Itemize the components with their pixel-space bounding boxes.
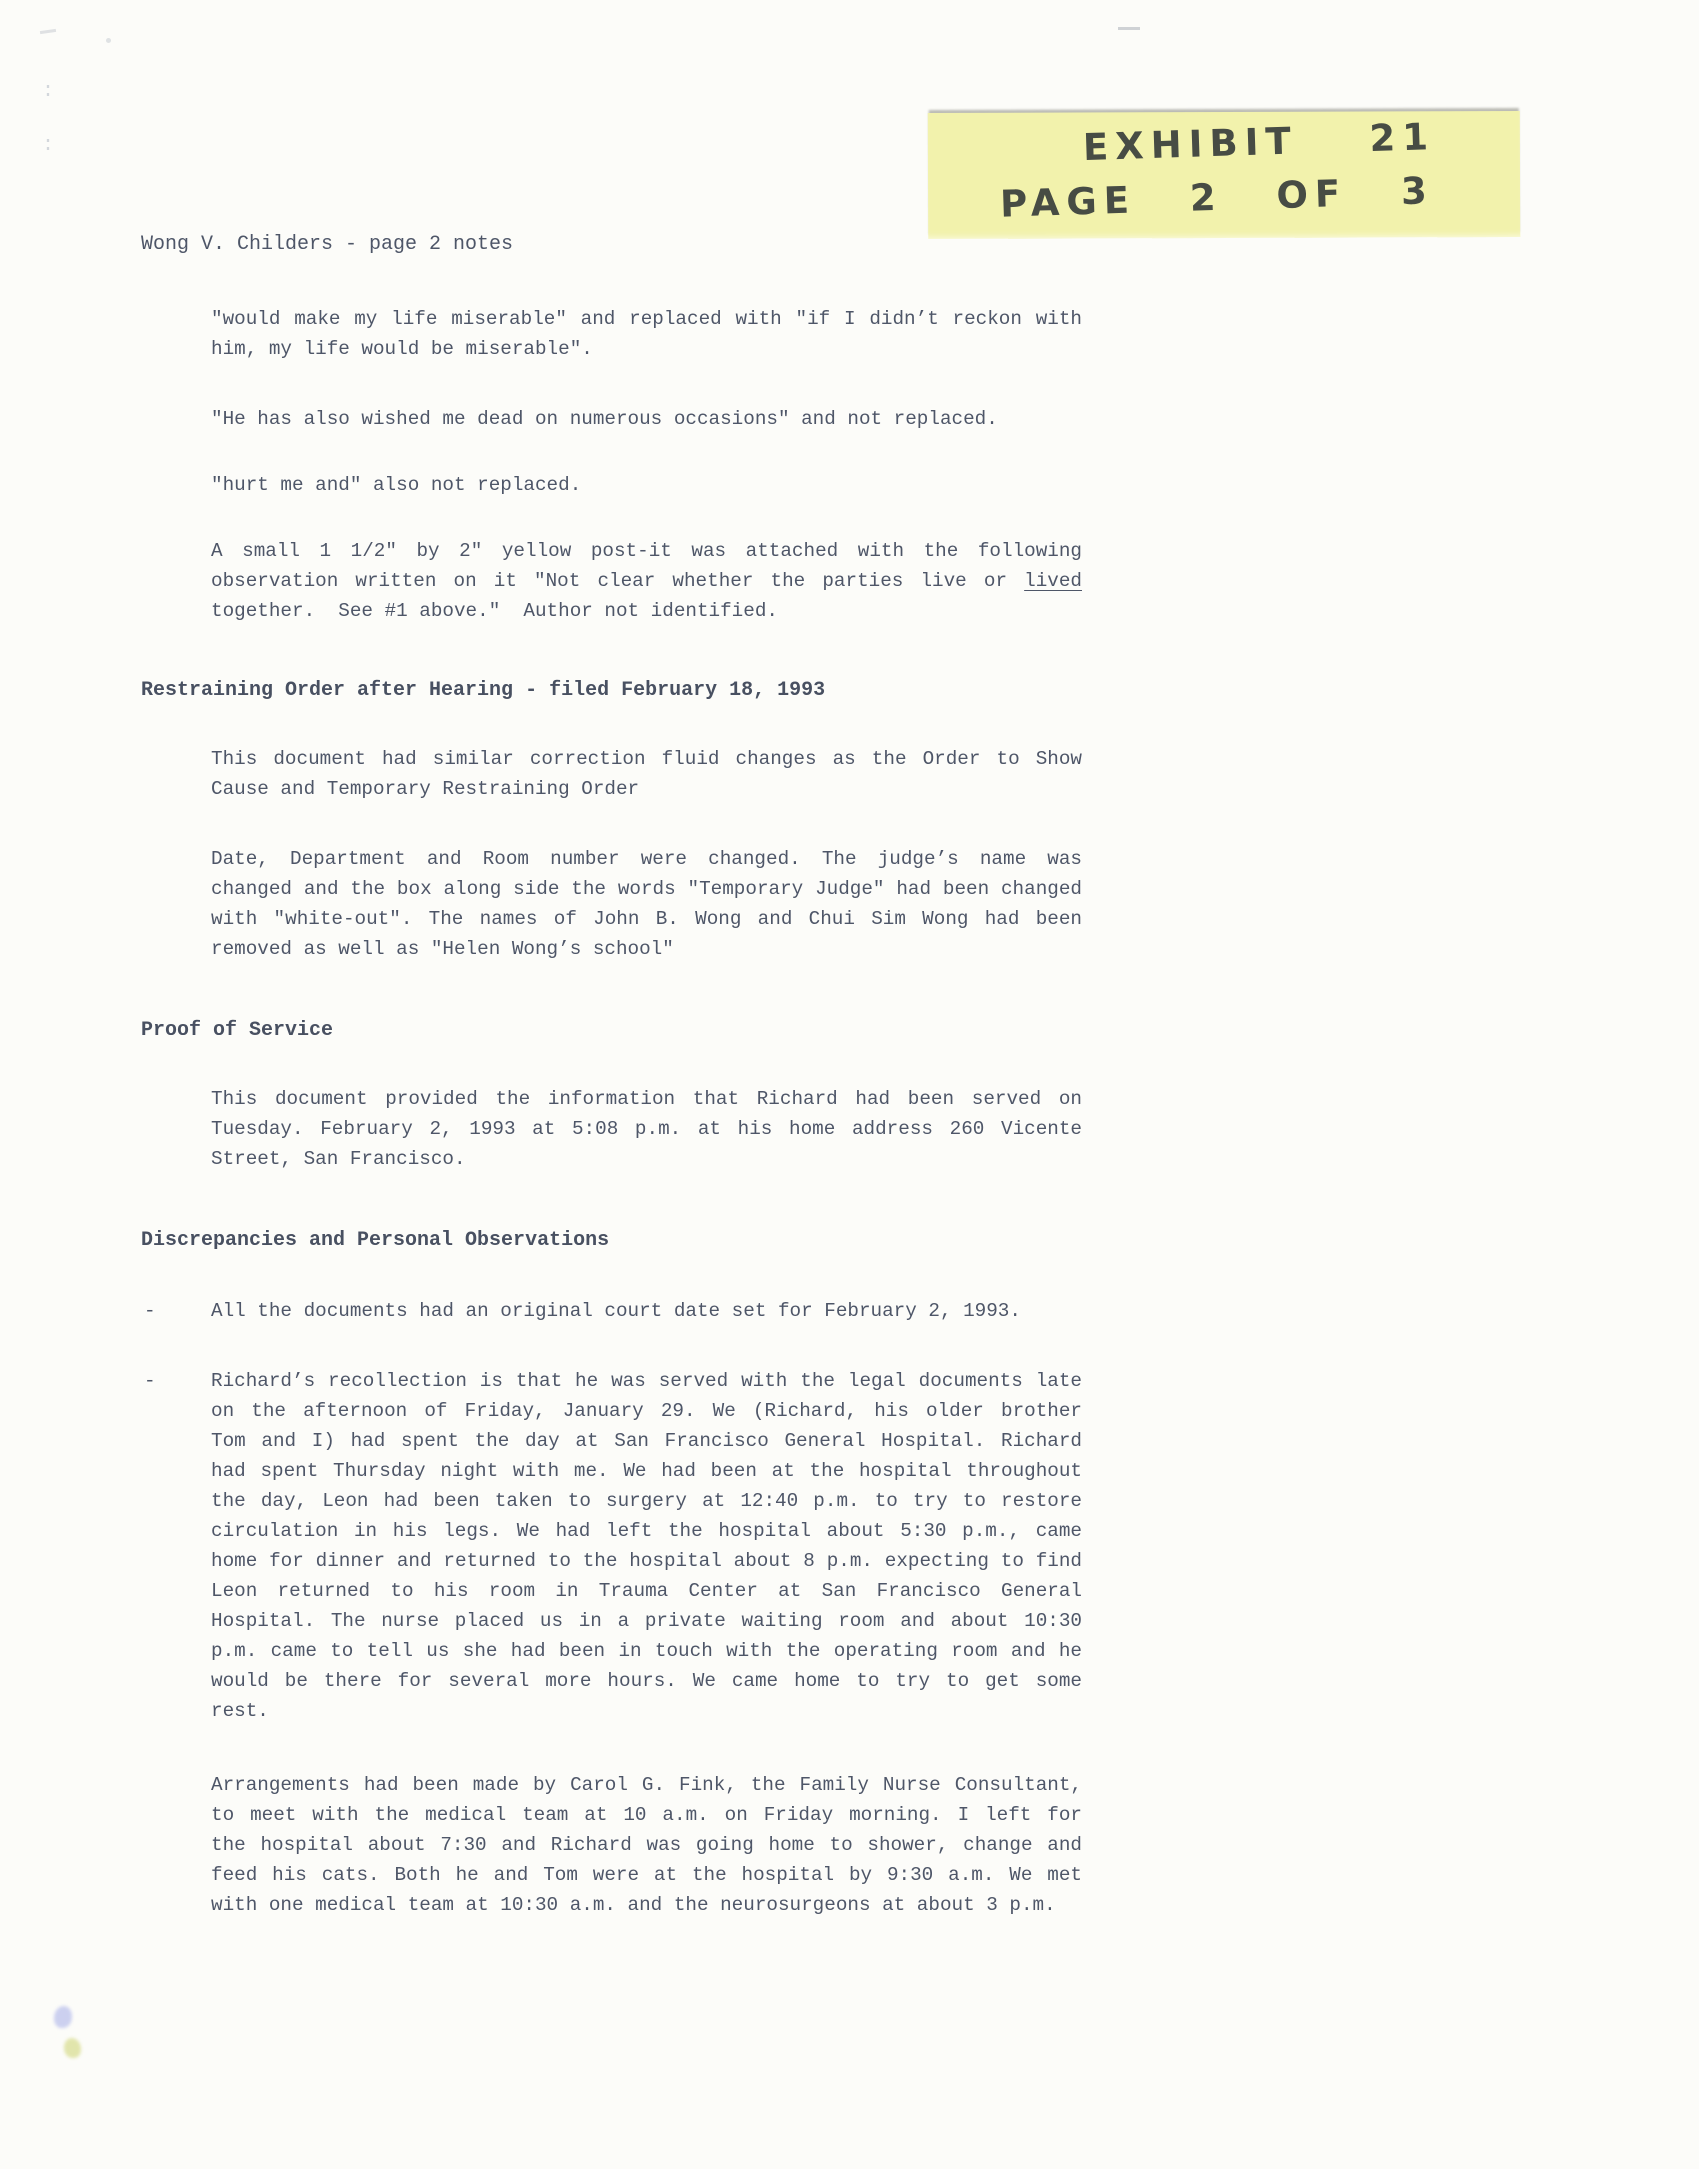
text-line: Cause and Temporary Restraining Order [211, 778, 640, 800]
text-line: had spent Thursday night with me. We had been at the hospital throughout [211, 1460, 1082, 1482]
text-line: changed and the box along side the words "Temporary Judge" had been changed [211, 878, 1082, 900]
text-line: Street, San Francisco. [211, 1148, 466, 1170]
text-line: would be there for several more hours. We came home to try to get some [211, 1670, 1082, 1692]
text-line: "would make my life miserable" and replaced with "if I didn’t reckon with [211, 308, 1082, 330]
text-line: Richard’s recollection is that he was served with the legal documents late [211, 1370, 1082, 1392]
text-line: Arrangements had been made by Carol G. Fink, the Family Nurse Consultant, [211, 1774, 1082, 1796]
text-line: This document provided the information that Richard had been served on [211, 1088, 1082, 1110]
text-line: the day, Leon had been taken to surgery at 12:40 p.m. to try to restore [211, 1490, 1082, 1512]
paragraph-arrangements [211, 1770, 1082, 1920]
bullet-dash: - [144, 1370, 156, 1392]
text-line: to meet with the medical team at 10 a.m. on Friday morning. I left for [211, 1804, 1082, 1826]
text-line: with one medical team at 10:30 a.m. and the neurosurgeons at about 3 p.m. [211, 1894, 1056, 1916]
text-line: circulation in his legs. We had left the hospital about 5:30 p.m., came [211, 1520, 1082, 1542]
text-line: p.m. came to tell us she had been in touch with the operating room and he [211, 1640, 1082, 1662]
scan-artifact-mark [1118, 27, 1140, 30]
list-item-text [211, 1296, 1082, 1326]
scan-artifact-mark: : [42, 134, 55, 157]
section-heading-discrepancies: Discrepancies and Personal Observations [141, 1229, 610, 1252]
scan-artifact-mark [40, 29, 56, 34]
text-line: Leon returned to his room in Trauma Center at San Francisco General [211, 1580, 1082, 1602]
text-line: feed his cats. Both he and Tom were at the hospital by 9:30 a.m. We met [211, 1864, 1082, 1886]
text-line: with "white-out". The names of John B. Wong and Chui Sim Wong had been [211, 908, 1082, 930]
text-line [211, 566, 1082, 596]
list-item-richards-recollection [141, 1366, 1082, 1726]
scan-artifact-mark: : [42, 80, 55, 103]
scan-artifact-blot [54, 2006, 72, 2028]
paragraph-post-it-observation [211, 536, 1082, 626]
underlined-word-lived: lived [1024, 570, 1082, 592]
paragraph-quote-hurt-me [211, 470, 1082, 500]
text-line: on the afternoon of Friday, January 29. We (Richard, his older brother [211, 1400, 1082, 1422]
document-content [141, 0, 1082, 1920]
section-heading-restraining-order: Restraining Order after Hearing - filed February 18, 1993 [141, 679, 826, 702]
text-line: "hurt me and" also not replaced. [211, 474, 582, 496]
scan-artifact-mark [106, 38, 111, 43]
scan-artifact-blot [64, 2038, 81, 2058]
text-line: Date, Department and Room number were changed. The judge’s name was [211, 848, 1082, 870]
page-number-label: PAGE 2 OF 3 [999, 169, 1435, 226]
text-line: All the documents had an original court date set for February 2, 1993. [211, 1300, 1021, 1322]
paragraph-quote-wished-dead [211, 404, 1082, 434]
paragraph-served-info [211, 1084, 1082, 1174]
list-item-text [211, 1366, 1082, 1726]
text-line: This document had similar correction fluid changes as the Order to Show [211, 748, 1082, 770]
paragraph-date-department-changed [211, 844, 1082, 964]
text-line: removed as well as "Helen Wong’s school" [211, 938, 674, 960]
text-line: Hospital. The nurse placed us in a private waiting room and about 10:30 [211, 1610, 1082, 1632]
section-heading-proof-of-service: Proof of Service [141, 1019, 334, 1042]
bullet-dash: - [144, 1300, 156, 1322]
exhibit-number-label: EXHIBIT 21 [1082, 115, 1436, 170]
text-line: home for dinner and returned to the hospital about 8 p.m. expecting to find [211, 1550, 1082, 1572]
text-line: together. See #1 above." Author not identified. [211, 600, 778, 622]
document-title: Wong V. Childers - page 2 notes [141, 233, 514, 256]
text-line: "He has also wished me dead on numerous occasions" and not replaced. [211, 408, 998, 430]
text-line: Tuesday. February 2, 1993 at 5:08 p.m. at his home address 260 Vicente [211, 1118, 1082, 1140]
text-line: Tom and I) had spent the day at San Francisco General Hospital. Richard [211, 1430, 1082, 1452]
text-line: him, my life would be miserable". [211, 338, 593, 360]
paragraph-quote-miserable [211, 304, 1082, 364]
text-line: the hospital about 7:30 and Richard was going home to shower, change and [211, 1834, 1082, 1856]
text-line: rest. [211, 1700, 269, 1722]
paragraph-correction-fluid [211, 744, 1082, 804]
text-line: A small 1 1/2" by 2" yellow post-it was attached with the following [211, 540, 1082, 562]
list-item-court-date [141, 1296, 1082, 1326]
text-segment: observation written on it "Not clear whether the parties live or [211, 570, 1025, 592]
